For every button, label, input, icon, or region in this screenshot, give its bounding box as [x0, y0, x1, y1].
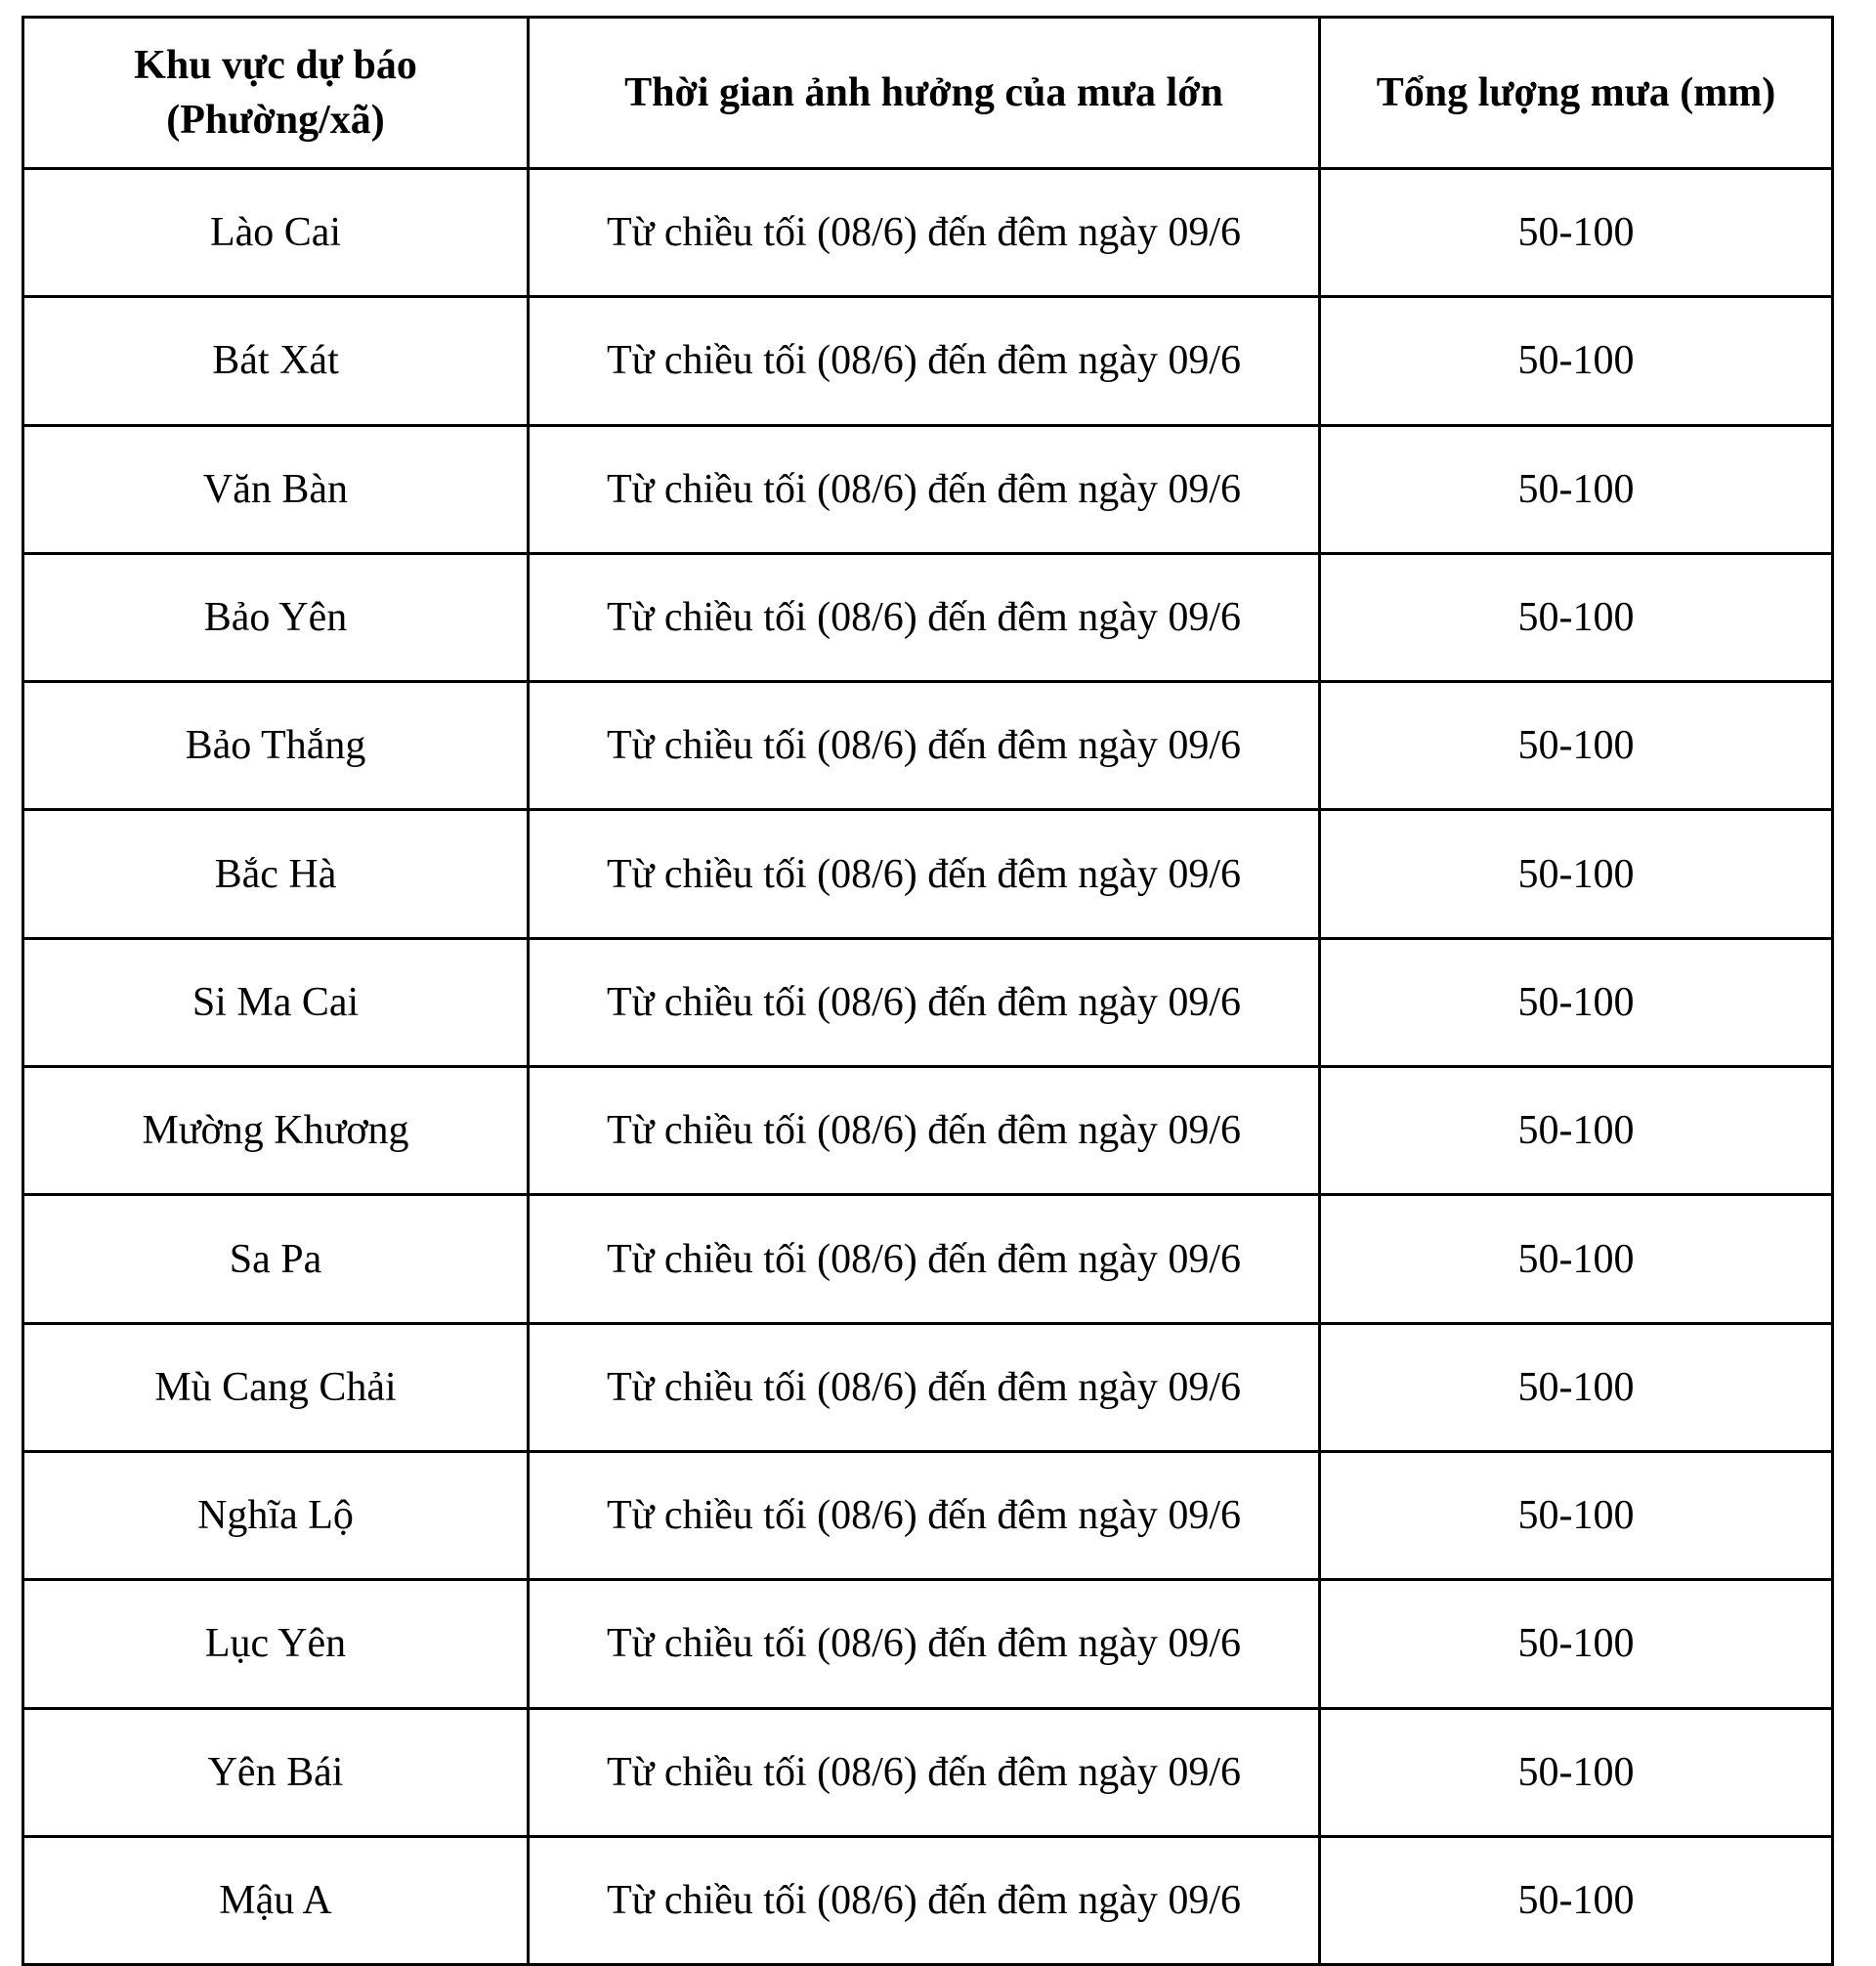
cell-area: Yên Bái [23, 1708, 529, 1836]
cell-time: Từ chiều tối (08/6) đến đêm ngày 09/6 [529, 810, 1320, 938]
header-time: Thời gian ảnh hưởng của mưa lớn [529, 18, 1320, 169]
cell-rainfall: 50-100 [1320, 425, 1833, 553]
cell-area: Mường Khương [23, 1067, 529, 1195]
cell-rainfall: 50-100 [1320, 1451, 1833, 1579]
cell-area: Lục Yên [23, 1580, 529, 1708]
table-row [23, 297, 1833, 425]
cell-rainfall: 50-100 [1320, 1708, 1833, 1836]
table-row [23, 1323, 1833, 1451]
cell-area: Mậu A [23, 1836, 529, 1964]
cell-time: Từ chiều tối (08/6) đến đêm ngày 09/6 [529, 297, 1320, 425]
table-row [23, 1195, 1833, 1323]
cell-rainfall: 50-100 [1320, 553, 1833, 681]
cell-rainfall: 50-100 [1320, 810, 1833, 938]
cell-rainfall: 50-100 [1320, 297, 1833, 425]
cell-time: Từ chiều tối (08/6) đến đêm ngày 09/6 [529, 1836, 1320, 1964]
cell-area: Bảo Thắng [23, 682, 529, 810]
cell-time: Từ chiều tối (08/6) đến đêm ngày 09/6 [529, 682, 1320, 810]
table-body [23, 169, 1833, 1965]
cell-rainfall: 50-100 [1320, 1323, 1833, 1451]
cell-area: Nghĩa Lộ [23, 1451, 529, 1579]
cell-time: Từ chiều tối (08/6) đến đêm ngày 09/6 [529, 1451, 1320, 1579]
cell-time: Từ chiều tối (08/6) đến đêm ngày 09/6 [529, 1067, 1320, 1195]
table-row [23, 169, 1833, 297]
cell-rainfall: 50-100 [1320, 682, 1833, 810]
cell-rainfall: 50-100 [1320, 1580, 1833, 1708]
table-row [23, 1580, 1833, 1708]
table-row [23, 425, 1833, 553]
cell-rainfall: 50-100 [1320, 1195, 1833, 1323]
cell-area: Bắc Hà [23, 810, 529, 938]
table-row [23, 1451, 1833, 1579]
table-row [23, 682, 1833, 810]
table-row [23, 1836, 1833, 1964]
cell-area: Bảo Yên [23, 553, 529, 681]
cell-area: Mù Cang Chải [23, 1323, 529, 1451]
cell-rainfall: 50-100 [1320, 1836, 1833, 1964]
cell-area: Văn Bàn [23, 425, 529, 553]
cell-area: Si Ma Cai [23, 938, 529, 1066]
rainfall-forecast-table [21, 16, 1834, 1966]
cell-time: Từ chiều tối (08/6) đến đêm ngày 09/6 [529, 1323, 1320, 1451]
table-row [23, 1708, 1833, 1836]
header-area [23, 18, 529, 169]
table-row [23, 938, 1833, 1066]
header-row [23, 18, 1833, 169]
cell-time: Từ chiều tối (08/6) đến đêm ngày 09/6 [529, 169, 1320, 297]
cell-rainfall: 50-100 [1320, 1067, 1833, 1195]
table-row [23, 810, 1833, 938]
cell-rainfall: 50-100 [1320, 938, 1833, 1066]
cell-area: Bát Xát [23, 297, 529, 425]
cell-time: Từ chiều tối (08/6) đến đêm ngày 09/6 [529, 1708, 1320, 1836]
table-header [23, 18, 1833, 169]
table-row [23, 1067, 1833, 1195]
header-rainfall: Tổng lượng mưa (mm) [1320, 18, 1833, 169]
cell-time: Từ chiều tối (08/6) đến đêm ngày 09/6 [529, 938, 1320, 1066]
cell-area: Lào Cai [23, 169, 529, 297]
cell-time: Từ chiều tối (08/6) đến đêm ngày 09/6 [529, 425, 1320, 553]
header-area-line1: Khu vực dự báo [134, 43, 417, 88]
cell-rainfall: 50-100 [1320, 169, 1833, 297]
table-row [23, 553, 1833, 681]
cell-time: Từ chiều tối (08/6) đến đêm ngày 09/6 [529, 1580, 1320, 1708]
cell-area: Sa Pa [23, 1195, 529, 1323]
header-area-line2: (Phường/xã) [166, 98, 385, 143]
cell-time: Từ chiều tối (08/6) đến đêm ngày 09/6 [529, 553, 1320, 681]
cell-time: Từ chiều tối (08/6) đến đêm ngày 09/6 [529, 1195, 1320, 1323]
